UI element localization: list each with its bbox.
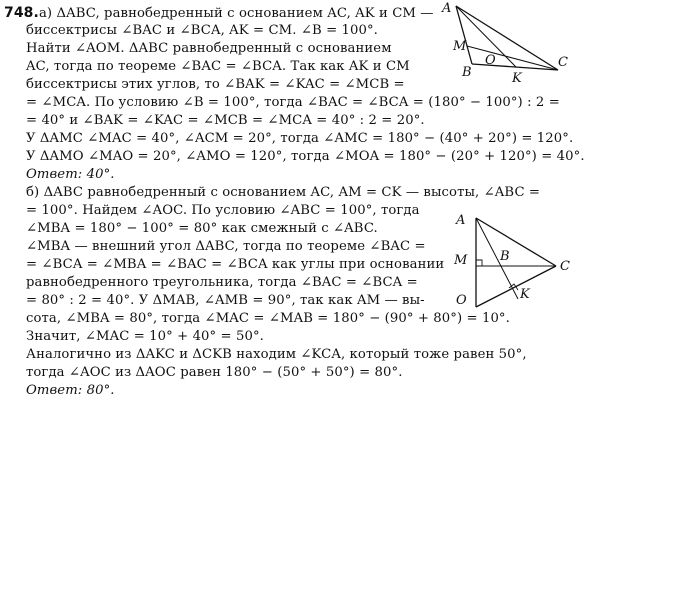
figure-a	[442, 0, 578, 86]
text-line-14: ∠MBA — внешний угол ΔABC, тогда по теореме ∠BAC =	[26, 239, 426, 254]
label-k: K	[512, 71, 522, 86]
label-b: B	[462, 65, 472, 80]
label-c: C	[558, 55, 568, 70]
text-line-2: биссектрисы ∠BAC и ∠BCA, AK = CM. ∠B = 100°.	[26, 23, 378, 38]
text-line-21: тогда ∠AOC из ΔAOC равен 180° − (50° + 50°) = 80°.	[26, 365, 403, 380]
text-line-6: = ∠MCA. По условию ∠B = 100°, тогда ∠BAC = ∠BCA = (180° − 100°) : 2 =	[26, 95, 560, 110]
text-line-8: У ΔAMC ∠MAC = 40°, ∠ACM = 20°, тогда ∠AMC = 180° − (40° + 20°) = 120°.	[26, 131, 574, 146]
text-line-16: равнобедренного треугольника, тогда ∠BAC = ∠BCA =	[26, 275, 418, 290]
answer-b: Ответ: 80°.	[26, 383, 115, 398]
text-line-9: У ΔAMO ∠MAO = 20°, ∠AMO = 120°, тогда ∠MOA = 180° − (20° + 120°) = 40°.	[26, 149, 585, 164]
text-line-20: Аналогично из ΔAKC и ΔCKB находим ∠KCA, который тоже равен 50°,	[26, 347, 527, 362]
text-line-19: Значит, ∠MAC = 10° + 40° = 50°.	[26, 329, 264, 344]
label-o: O	[485, 53, 496, 68]
text-line-15: = ∠BCA = ∠MBA = ∠BAC = ∠BCA как углы при основании	[26, 257, 445, 272]
line-text: ΔABC, равнобедренный с основанием AC, AK и CM —	[56, 6, 434, 21]
label-m: M	[454, 253, 468, 268]
label-a: A	[442, 1, 452, 16]
right-angle-m	[476, 260, 482, 266]
label-a: A	[456, 213, 466, 228]
figure-b	[452, 212, 582, 312]
text-line-3: Найти ∠AOM. ΔABC равнобедренный с основанием	[26, 41, 392, 56]
answer-a: Ответ: 40°.	[26, 167, 115, 182]
text-line-12: = 100°. Найдем ∠AOC. По условию ∠ABC = 100°, тогда	[26, 203, 420, 218]
label-k: K	[520, 287, 530, 302]
label-o: O	[456, 293, 467, 308]
text-line-5: биссектрисы этих углов, то ∠BAK = ∠KAC = ∠MCB =	[26, 77, 405, 92]
problem-number: 748.	[4, 5, 39, 21]
text-line-11: б) ΔABC равнобедренный с основанием AC, AM = CK — высоты, ∠ABC =	[26, 185, 541, 200]
text-line-1	[4, 4, 434, 23]
text-line-13: ∠MBA = 180° − 100° = 80° как смежный с ∠ABC.	[26, 221, 378, 236]
part-a-label: а)	[38, 6, 53, 21]
text-line-18: сота, ∠MBA = 80°, тогда ∠MAC = ∠MAB = 180° − (90° + 80°) = 10°.	[26, 311, 510, 326]
text-line-4: AC, тогда по теореме ∠BAC = ∠BCA. Так как AK и CM	[26, 59, 410, 74]
label-m: M	[453, 39, 467, 54]
text-line-7: = 40° и ∠BAK = ∠KAC = ∠MCB = ∠MCA = 40° : 2 = 20°.	[26, 113, 425, 128]
label-c: C	[560, 259, 570, 274]
text-line-17: = 80° : 2 = 40°. У ΔMAB, ∠AMB = 90°, так как AM — вы-	[26, 293, 425, 308]
label-b: B	[500, 249, 510, 264]
